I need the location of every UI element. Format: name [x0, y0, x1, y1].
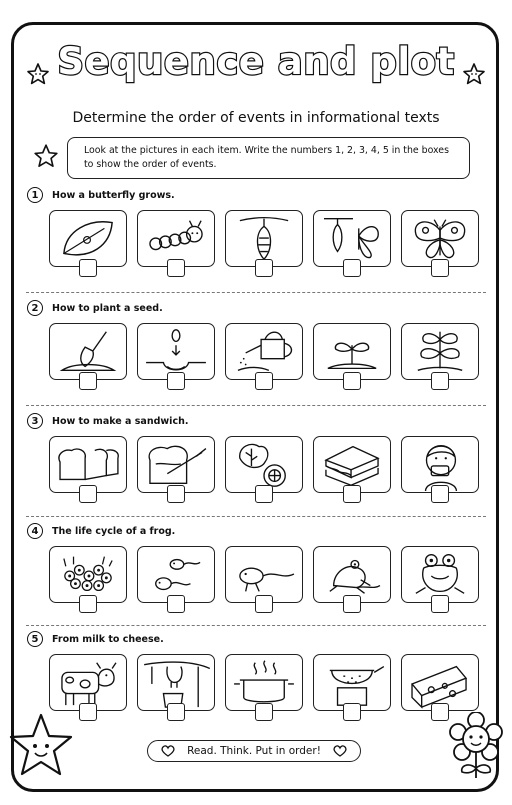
instructions-line-2: to show the order of events. — [84, 159, 217, 170]
page-title: Sequence and plot — [57, 40, 455, 83]
answer-box[interactable] — [431, 703, 449, 721]
answer-box[interactable] — [167, 372, 185, 390]
answer-box[interactable] — [255, 259, 273, 277]
answer-box[interactable] — [167, 485, 185, 503]
answer-box[interactable] — [79, 485, 97, 503]
answer-box[interactable] — [343, 485, 361, 503]
smiling-star-mascot-icon — [8, 712, 74, 778]
answer-box[interactable] — [167, 259, 185, 277]
section-title: How a butterfly grows. — [52, 189, 175, 201]
section-divider — [26, 292, 486, 293]
answer-box[interactable] — [255, 372, 273, 390]
section-number: 5 — [27, 631, 43, 647]
answer-box[interactable] — [431, 485, 449, 503]
instructions-line-1: Look at the pictures in each item. Write the numbers 1, 2, 3, 4, 5 in the boxes — [84, 145, 449, 156]
section-number: 3 — [27, 413, 43, 429]
smiling-flower-mascot-icon — [448, 712, 504, 780]
instructions-box — [67, 137, 470, 179]
section-title: How to make a sandwich. — [52, 415, 189, 427]
section-cheese — [0, 630, 512, 740]
section-title: How to plant a seed. — [52, 302, 163, 314]
star-icon — [33, 143, 59, 169]
answer-box[interactable] — [167, 703, 185, 721]
section-number: 4 — [27, 523, 43, 539]
answer-box[interactable] — [167, 595, 185, 613]
footer-banner — [147, 740, 361, 762]
answer-box[interactable] — [79, 259, 97, 277]
section-divider — [26, 625, 486, 626]
section-frog — [0, 522, 512, 632]
answer-box[interactable] — [343, 703, 361, 721]
answer-box[interactable] — [431, 372, 449, 390]
section-butterfly — [0, 186, 512, 296]
section-plant — [0, 299, 512, 409]
answer-box[interactable] — [343, 259, 361, 277]
answer-box[interactable] — [343, 372, 361, 390]
section-title: The life cycle of a frog. — [52, 525, 176, 537]
answer-box[interactable] — [255, 703, 273, 721]
heart-icon — [161, 745, 175, 757]
section-number: 2 — [27, 300, 43, 316]
answer-box[interactable] — [79, 703, 97, 721]
heart-icon — [333, 745, 347, 757]
footer-text: Read. Think. Put in order! — [187, 745, 321, 757]
answer-box[interactable] — [79, 595, 97, 613]
answer-box[interactable] — [431, 259, 449, 277]
section-title: From milk to cheese. — [52, 633, 164, 645]
section-sandwich — [0, 412, 512, 522]
answer-box[interactable] — [79, 372, 97, 390]
section-divider — [26, 516, 486, 517]
section-divider — [26, 405, 486, 406]
answer-box[interactable] — [255, 485, 273, 503]
answer-box[interactable] — [431, 595, 449, 613]
answer-box[interactable] — [343, 595, 361, 613]
section-number: 1 — [27, 187, 43, 203]
answer-box[interactable] — [255, 595, 273, 613]
page-subtitle: Determine the order of events in informational texts — [72, 110, 440, 126]
